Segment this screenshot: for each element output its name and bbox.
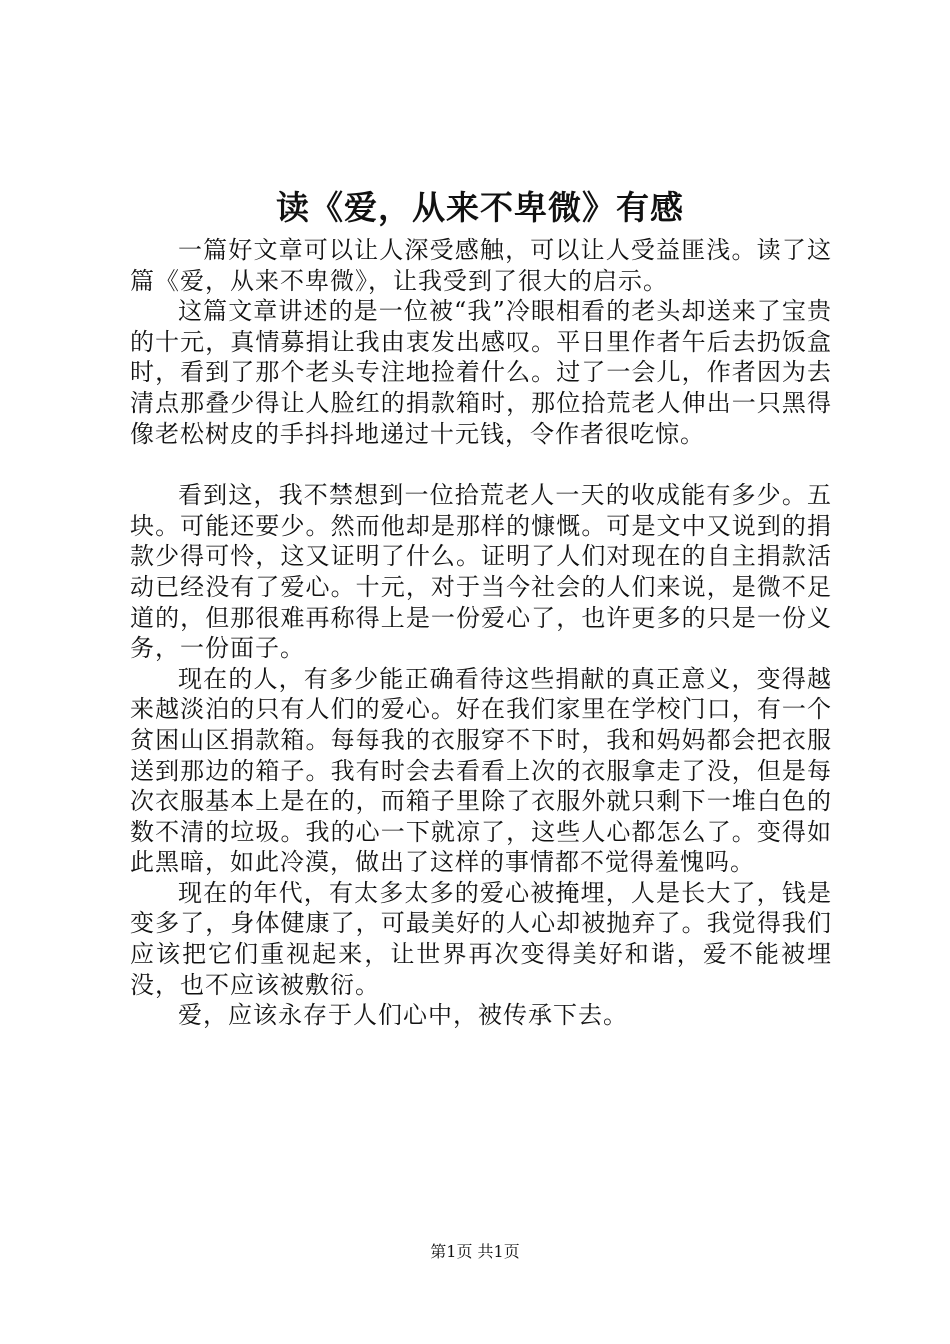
paragraph-4: 现在的人，有多少能正确看待这些捐献的真正意义，变得越来越淡泊的只有人们的爱心。好在我们家里在学校门口，有一个贫困山区捐款箱。每每我的衣服穿不下时，我和妈妈都会把衣服送到那边的箱子。我有时会去看看上次的衣服拿走了没，但是每次衣服基本上是在的，而箱子里除了衣服外就只剩下一堆白色的数不清的垃圾。我的心一下就凉了，这些人心都怎么了。变得如此黑暗，如此冷漠，做出了这样的事情都不觉得羞愧吗。 (130, 664, 832, 877)
document-body (130, 235, 832, 1031)
paragraph-3: 看到这，我不禁想到一位拾荒老人一天的收成能有多少。五块。可能还要少。然而他却是那样的慷慨。可是文中又说到的捐款少得可怜，这又证明了什么。证明了人们对现在的自主捐款活动已经没有了爱心。十元，对于当今社会的人们来说，是微不足道的，但那很难再称得上是一份爱心了，也许更多的只是一份义务，一份面子。 (130, 481, 832, 663)
paragraph-6: 爱，应该永存于人们心中，被传承下去。 (178, 1001, 628, 1030)
paragraph-gap (130, 449, 832, 480)
paragraph-5: 现在的年代，有太多太多的爱心被掩埋，人是长大了，钱是变多了，身体健康了，可最美好的人心却被抛弃了。我觉得我们应该把它们重视起来，让世界再次变得美好和谐，爱不能被埋没，也不应该被敷衍。 (130, 878, 832, 999)
paragraph-1: 一篇好文章可以让人深受感触，可以让人受益匪浅。读了这篇《爱，从来不卑微》，让我受到了很大的启示。 (130, 236, 832, 295)
document-title: 读《爱，从来不卑微》有感 (276, 188, 684, 227)
paragraph-2: 这篇文章讲述的是一位被“我”冷眼相看的老头却送来了宝贵的十元，真情募捐让我由衷发出感叹。平日里作者午后去扔饭盒时，看到了那个老头专注地捡着什么。过了一会儿，作者因为去清点那叠少得让人脸红的捐款箱时，那位拾荒老人伸出一只黑得像老松树皮的手抖抖地递过十元钱，令作者很吃惊。 (130, 297, 832, 448)
page-number-footer: 第1页 共1页 (430, 1242, 520, 1261)
